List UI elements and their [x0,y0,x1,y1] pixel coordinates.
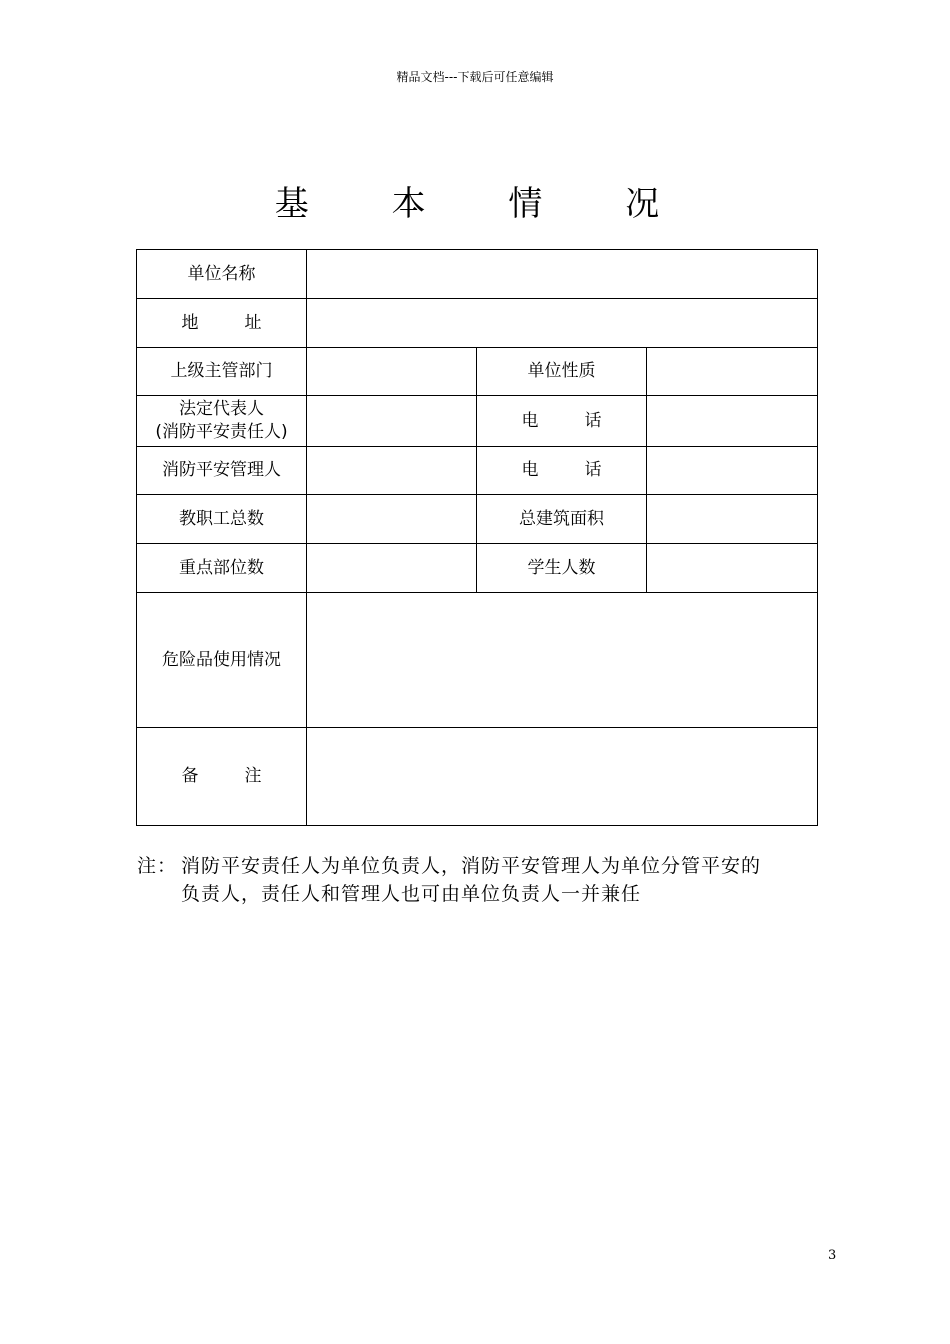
field-unit-nature[interactable] [647,348,818,396]
page-header-note: 精品文档---下载后可任意编辑 [396,70,554,84]
label-unit-nature: 单位性质 [477,348,647,396]
page-title: 基 本 情 况 [274,184,696,224]
label-address-part1: 地 [181,312,199,333]
label-safety-manager: 消防平安管理人 [137,447,307,495]
label-hazmat-usage: 危险品使用情况 [137,593,307,728]
page-number: 3 [828,1248,837,1263]
label-remarks [137,728,307,826]
field-safety-manager[interactable] [307,447,477,495]
field-address[interactable] [307,299,818,348]
row-staff-total [137,495,818,544]
row-remarks [137,728,818,826]
label-phone-2-part2: 话 [584,460,602,480]
field-key-locations[interactable] [307,544,477,593]
footnote-label: 注： [137,855,178,877]
label-phone-2 [477,447,647,495]
footnote-text-2: 负责人，责任人和管理人也可由单位负责人一并兼任 [181,883,642,905]
field-total-area[interactable] [647,495,818,544]
label-phone-2-part1: 电 [521,460,539,480]
label-remarks-part2: 注 [244,766,262,786]
basic-info-table [136,249,818,826]
field-legal-rep[interactable] [307,396,477,447]
label-phone-1-part2: 话 [584,410,602,431]
row-key-locations [137,544,818,593]
label-phone-1 [477,396,647,447]
label-address [137,299,307,348]
label-legal-rep-line1: 法定代表人 [179,399,264,419]
label-superior-dept: 上级主管部门 [137,348,307,396]
field-hazmat-usage[interactable] [307,593,818,728]
label-legal-rep [137,396,307,447]
field-student-count[interactable] [647,544,818,593]
label-remarks-part1: 备 [181,766,199,786]
label-total-area: 总建筑面积 [477,495,647,544]
field-staff-total[interactable] [307,495,477,544]
row-safety-manager [137,447,818,495]
row-legal-rep [137,396,818,447]
footnote-line1 [137,852,837,880]
label-legal-rep-line2: (消防平安责任人) [155,422,288,442]
field-unit-name[interactable] [307,250,818,299]
row-unit-name [137,250,818,299]
field-remarks[interactable] [307,728,818,826]
footnote-text-1: 消防平安责任人为单位负责人，消防平安管理人为单位分管平安的 [181,855,762,877]
label-unit-name: 单位名称 [137,250,307,299]
row-address [137,299,818,348]
label-staff-total: 教职工总数 [137,495,307,544]
label-phone-1-part1: 电 [521,410,539,431]
label-student-count: 学生人数 [477,544,647,593]
field-phone-1[interactable] [647,396,818,447]
row-hazmat [137,593,818,728]
label-key-locations: 重点部位数 [137,544,307,593]
field-superior-dept[interactable] [307,348,477,396]
footnote [137,852,837,908]
label-address-part2: 址 [244,312,262,333]
field-phone-2[interactable] [647,447,818,495]
row-superior-dept [137,348,818,396]
